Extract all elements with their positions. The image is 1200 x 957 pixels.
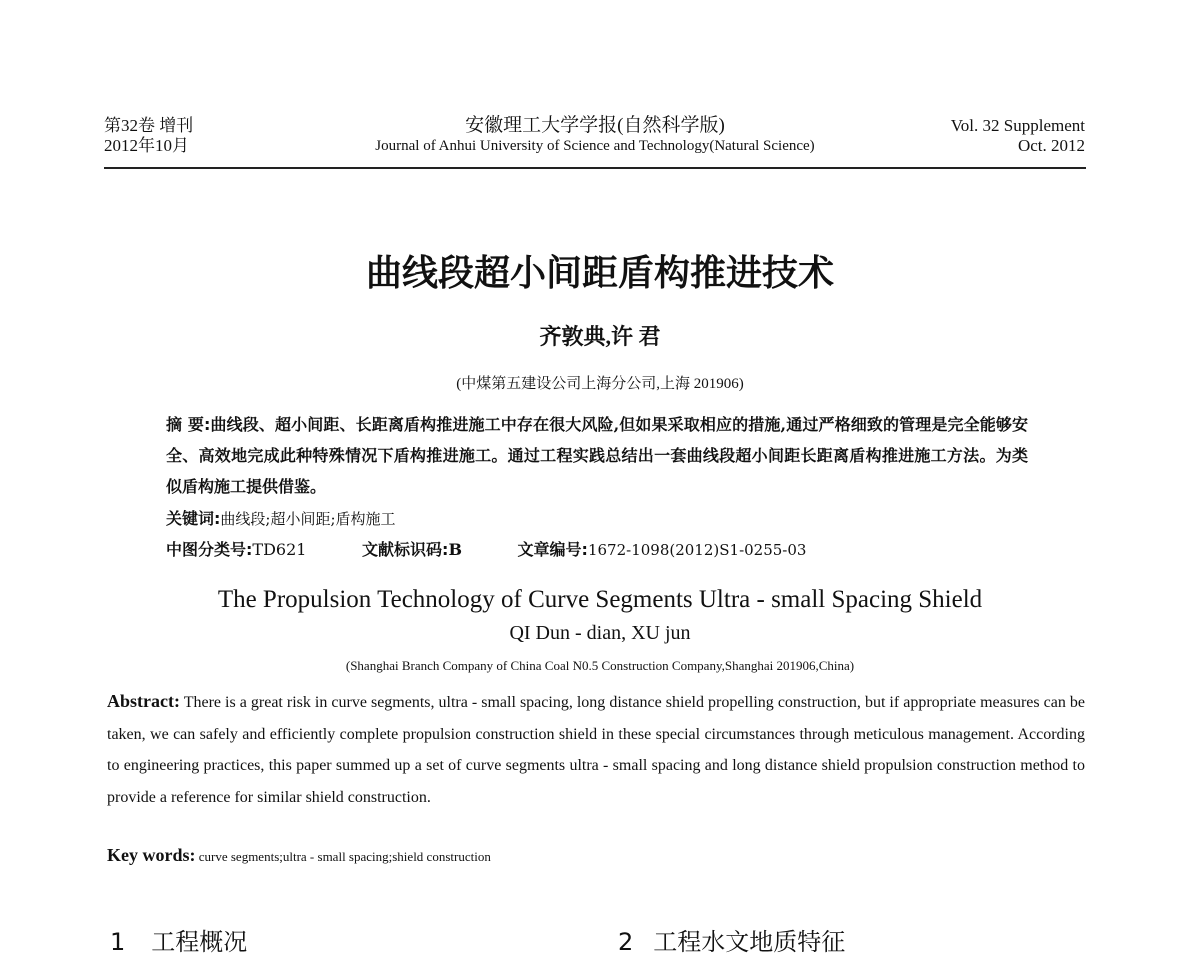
keywords-en-text: curve segments;ultra - small spacing;shield construction: [195, 849, 491, 864]
date-en: Oct. 2012: [1017, 136, 1085, 155]
keywords-en: [107, 845, 491, 866]
keywords-zh-text: 曲线段;超小间距;盾构施工: [220, 510, 396, 528]
clc-value: TD621: [252, 540, 307, 559]
section-number: 1: [110, 928, 126, 956]
abstract-en-label: Abstract:: [107, 691, 180, 711]
journal-title: [300, 116, 890, 156]
article-no-value: 1672-1098(2012)S1-0255-03: [587, 541, 807, 559]
volume-label: 第32卷 增刊: [104, 116, 194, 135]
clc-label: 中图分类号:: [166, 540, 253, 559]
authors-zh: 齐敦典,许 君: [539, 324, 661, 349]
journal-title-en: Journal of Anhui University of Science and Technology(Natural Science): [375, 138, 815, 154]
section-heading-1: [110, 922, 247, 957]
section-title: 工程水文地质特征: [653, 928, 846, 956]
abstract-zh-label: 摘 要:: [166, 415, 211, 434]
authors-en: QI Dun - dian, XU jun: [509, 622, 691, 644]
article-no-label: 文章编号:: [517, 540, 588, 559]
keywords-zh-label: 关键词:: [166, 509, 221, 528]
affiliation-en: (Shanghai Branch Company of China Coal N0.5 Construction Company,Shanghai 201906,China): [345, 658, 855, 673]
journal-title-zh: 安徽理工大学学报(自然科学版): [465, 115, 725, 136]
section-heading-2: [618, 922, 845, 957]
section-number: 2: [618, 928, 634, 956]
section-title: 工程概况: [151, 928, 248, 956]
doc-code-label: 文献标识码:: [362, 540, 449, 559]
paper-title-zh: 曲线段超小间距盾构推进技术: [365, 253, 834, 294]
header-rule: [104, 167, 1086, 169]
abstract-en-text: There is a great risk in curve segments, ultra - small spacing, long distance shield propelling construction, but if appropriate measures can be taken, we can safely and efficiently complete propulsion construction shield in these special circumstances through meticulous management. According to engineering practices, this paper summed up a set of curve segments ultra - small spacing and long distance shield propulsion construction method to provide a reference for similar shield construction.: [107, 694, 1085, 806]
doc-code-value: B: [448, 540, 462, 559]
paper-title-en: The Propulsion Technology of Curve Segments Ultra - small Spacing Shield: [217, 586, 983, 613]
volume-info-en: [951, 116, 1085, 156]
volume-info: [104, 116, 193, 156]
date-label: 2012年10月: [104, 136, 189, 155]
abstract-en: [107, 686, 1085, 813]
keywords-zh: [166, 503, 1028, 535]
affiliation-zh: (中煤第五建设公司上海分公司,上海 201906): [456, 376, 744, 392]
abstract-zh-text: 曲线段、超小间距、长距离盾构推进施工中存在很大风险,但如果采取相应的措施,通过严格细致的管理是完全能够安全、高效地完成此种特殊情况下盾构推进施工。通过工程实践总结出一套曲线段超小间距长距离盾构推进施工方法。为类似盾构施工提供借鉴。: [166, 415, 1028, 496]
classification-line: [166, 534, 1066, 566]
abstract-zh: [166, 409, 1028, 502]
keywords-en-label: Key words:: [107, 845, 196, 865]
volume-en: Vol. 32 Supplement: [950, 116, 1085, 135]
